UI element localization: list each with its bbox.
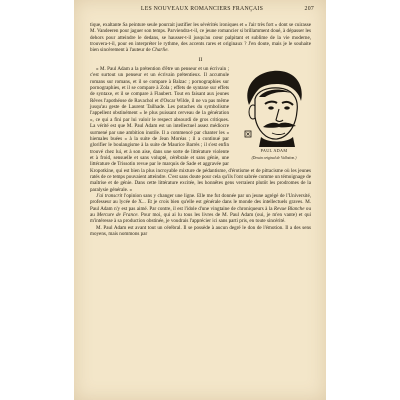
portrait-eye <box>268 106 274 109</box>
figure-caption-name: PAUL ADAM <box>260 148 288 154</box>
paragraph-text: tique, exaltante Sa peinture seule pourrait justifier les sévérités ironiques et « l'air très fort » dont se cuirasse M. Vandeeren pour jaguer son temps. Parviendra-t-il, ce jeune romancier si brillamment doué, à dépasser les dehors pour atteindre le dedans, se hausser-t-il jusqu'au cœur palpitant et sublime de la vie moderne, trouvera-t-il, pour en interpréter le rythme, des accents rares et originaux ? J'en doute, mais je le souhaite bien sincèrement à l'auteur de <box>90 22 311 54</box>
paragraph-text: ou au <box>90 205 311 218</box>
running-title: LES NOUVEAUX ROMANCIERS FRANÇAIS <box>140 6 264 12</box>
page-number: 207 <box>304 6 314 12</box>
artist-monogram <box>247 133 250 136</box>
emphasis: J'ai transcrit <box>96 192 123 199</box>
publication-title: Mercure de France. <box>96 211 139 218</box>
paragraph: « M. Paul Adam a la prétention d'être un penseur et un écrivain ; c'est surtout un penseur et un écrivain prétentieux. Il accumule romans sur romans, et il se compare à Balzac ; pornographies sur pornographies, et il se compare à Zola ; effets de syntaxe sur effets de syntaxe, et il se compare à Flaubert. Tout en faisant aux jeunes Rêves l'apothéose de Ravachol et d'Oscar Wilde, il ne va pas même jusqu'au geste de Laurent Tailhade. Les potaches du symbolisme l'appellent obstinément « le plus puissant cerveau de la génération », ce qui a fini par lui valoir le respect absourdi de gros critiques. La vérité est que M. Paul Adam est un intellectuel assez médiocre surmené par une ambition inutile. Il a commencé par chanter les « hiemales buées » à la suite de Jean Moréas ; il a continué par glorifier le boulangisme à la suite de Maurice Barrès ; il s'est enfin trouvé chez lui, et à son aise, dans une sorte de littérature violente et à froid, sensuelle et sans volupté, cérébrale et sans génie, une littérature de Trissotin revue par le marquis de Sade et aggravée par Kropotkine, qui est bien la plus incroyable mixture de pédantisme, d'érotisme et de pittacisme où les jeunes ratés de ce temps pouvaient atteindre. C'est sans doute pour cela qu'ils l'ont sabrée comme un témoignage de maîtrise et de génie. Dans cette littérature excitée, les honnêtes gens verraient plutôt les prodromes de la paralysie générale. » <box>90 66 311 193</box>
paragraph-text: Pour moi, qui ai lu tous les livres de M. Paul Adam (oui, je m'en vante) et qui m'intéresse à sa production obstinée, je voudrais l'apprécier ici sans parti pris, en toute sincérité. <box>90 211 311 225</box>
paragraph <box>90 22 311 54</box>
page-header <box>90 6 314 16</box>
body-text <box>90 22 311 394</box>
publication-title: Revue Blanche <box>273 205 305 212</box>
paragraph-text: l'opinion sans y changer une ligne. Elle me fut donnée par un jeune agrégé de l'Université, professeur au lycée de X... Et je crois bien qu'elle est générale dans le monde des intellectuels graves. M. Paul Adam n'y est pas aimé. Par contre, il est l'idole d'une vingtaine de chroniqueurs à la <box>90 192 311 212</box>
book-page <box>74 0 326 400</box>
paragraph: M. Paul Adam est avant tout un cérébral. Il se possède à aucun degré le don de l'émotion. Il a des sens moyens, mais nommons par <box>90 224 311 237</box>
section-number: II <box>198 56 203 63</box>
portrait-drawing <box>239 67 309 147</box>
figure-caption-note: (Dessin original de Vallotton.) <box>251 156 297 161</box>
book-title: Charlie. <box>151 47 169 54</box>
paragraph <box>90 193 311 225</box>
portrait-figure <box>235 67 313 162</box>
portrait-eye <box>284 106 290 109</box>
